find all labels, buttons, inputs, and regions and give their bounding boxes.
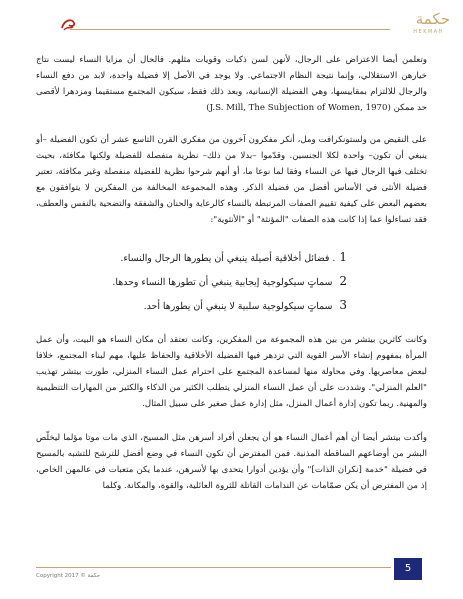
page-number-badge: 5 — [394, 558, 422, 580]
paragraph-2: على النقيض من ولستونكرافت ومل، أنكر مفكرون آخرون من مفكري القرن التاسع عشر أن تكون الفضيلة –أو ينبغي أن تكون– واحدة لكلا الجنسين. وقدّموا –بدلا من ذلك– نظرية منفصلة للفضيلة ولكنها مكافئة، بحيث تختلف فيها الرجال فيها عن النساء وفقا لما نوعا ما، أو أنهم شرحوا نظرية للفضيلة منفصلة وغير مكافئة، تعتبر فضيلة الأنثى في الأساس أفضل من فضيلة الذكر. وهذه المجموعة المخالفة من المفكرين لا يتوافقون مع بعضهم البعض على كيفية تقييم الصفات المرتبطة بالنساء كالرعاية والحنان والشفقة والتضحية بالنفس والعطف، فقد تساءلوا عما إذا كانت هذه الصفات "المؤنثة" أو "الأنثوية": — [36, 135, 427, 225]
logo-arabic: حكمة — [415, 10, 450, 28]
citation: (J.S. Mill, The Subjection of Women, 1970) — [206, 103, 391, 113]
list-item — [36, 270, 347, 294]
hekmah-emblem-icon — [58, 14, 78, 34]
paragraph-1-text: وتعلمن أيضا الاعتراض على الرجال، لأنهن لسن ذكيات وقويات مثلهم. فالحال أن مزايا النساء ليست نتاج خيارهن الاستقلالي، وإنما نتيجة النظام الاجتماعي. ولا يوجد في الأصل إلا فضيلة واحدة، لابد من دفع النساء والرجال للالتزام بمقاييسها، وهي الفضيلة الإنسانية، وبعد ذلك فقط، سيكون المجتمع مستقيما ومزدهرا لأقصى حد ممكن — [36, 55, 427, 113]
logo-english: HEKMAH — [413, 29, 444, 35]
list-item-number: 1 — [339, 250, 347, 264]
list-item — [36, 294, 347, 318]
list-item-number: 3 — [339, 298, 347, 312]
paragraph-4: وأكدت بيتشر أيضا أن أهم أعمال النساء هو أن يجعلن أفراد أسرهن مثل المسيح، الذي مات موتا مؤلما ليخلّص البشر من أوضاعهم الساقطة المذنبة. فمن المفترض أن تكون النساء في وضع أفضل للترشح للتشبه بالمسيح في فضيلة "خدمة [نكران الذات]" وأن يؤدين أدوارا يتحدى بها لأسرهن، عندما يكن متعبات في عالمهن الخاص، إذ من المفترض أن يكن صمّامات عن الندامات القاتلة للثروة العائلية، والقوة، والمكانة. وكلما — [36, 433, 427, 491]
list-item: 1. فضائل أخلاقية أصيلة ينبغي أن يطورها الرجال والنساء. — [120, 250, 347, 264]
header-rule — [70, 29, 390, 30]
hekmah-logo — [386, 10, 450, 40]
list-item-text: سماتٍ سيكولوجية سلبية لا ينبغي أن يطورها أحد. — [143, 301, 333, 312]
page-header — [0, 0, 463, 46]
list-item-text: فضائل أخلاقية أصيلة ينبغي أن يطورها الرجال والنساء. — [120, 253, 330, 264]
list-item-number: 2 — [339, 274, 347, 288]
footer-rule — [36, 567, 391, 568]
copyright-text: Copyright 2017 © حكمة — [36, 573, 101, 579]
article-body — [36, 52, 427, 512]
paragraph-1 — [36, 52, 427, 116]
numbered-list — [36, 246, 427, 318]
paragraph-3: وكانت كاثرين بيتشر من بين هذه المجموعة من المفكرين، وكانت تعتقد أن مكان النساء هو البيت، وأن عمل المرأة بمفهوم إنشاء الأسر القوية التي تزدهر فيها الفضيلة الأخلاقية والحفاظ عليها، مهم لبناء المجتمع، خلافا لبعض معاصريها. وفي محاولة منها لمساعدة المجتمع على احترام عمل النساء المنزلي، طورت بيتشر تهذيب "العلم المنزلي". وشددت على أن عمل النساء المنزلي يتطلب الكثير من الذكاء والكثير من المهارات التنظيمية والمهنية. ربما تكون إدارة أعمال المنزل، مثل إدارة عمل صغير على سبيل المثال. — [36, 335, 427, 409]
list-item-text: سماتٍ سيكولوجية إيجابية ينبغي أن تطورها النساء وحدها. — [112, 277, 333, 288]
page-footer — [0, 558, 463, 599]
